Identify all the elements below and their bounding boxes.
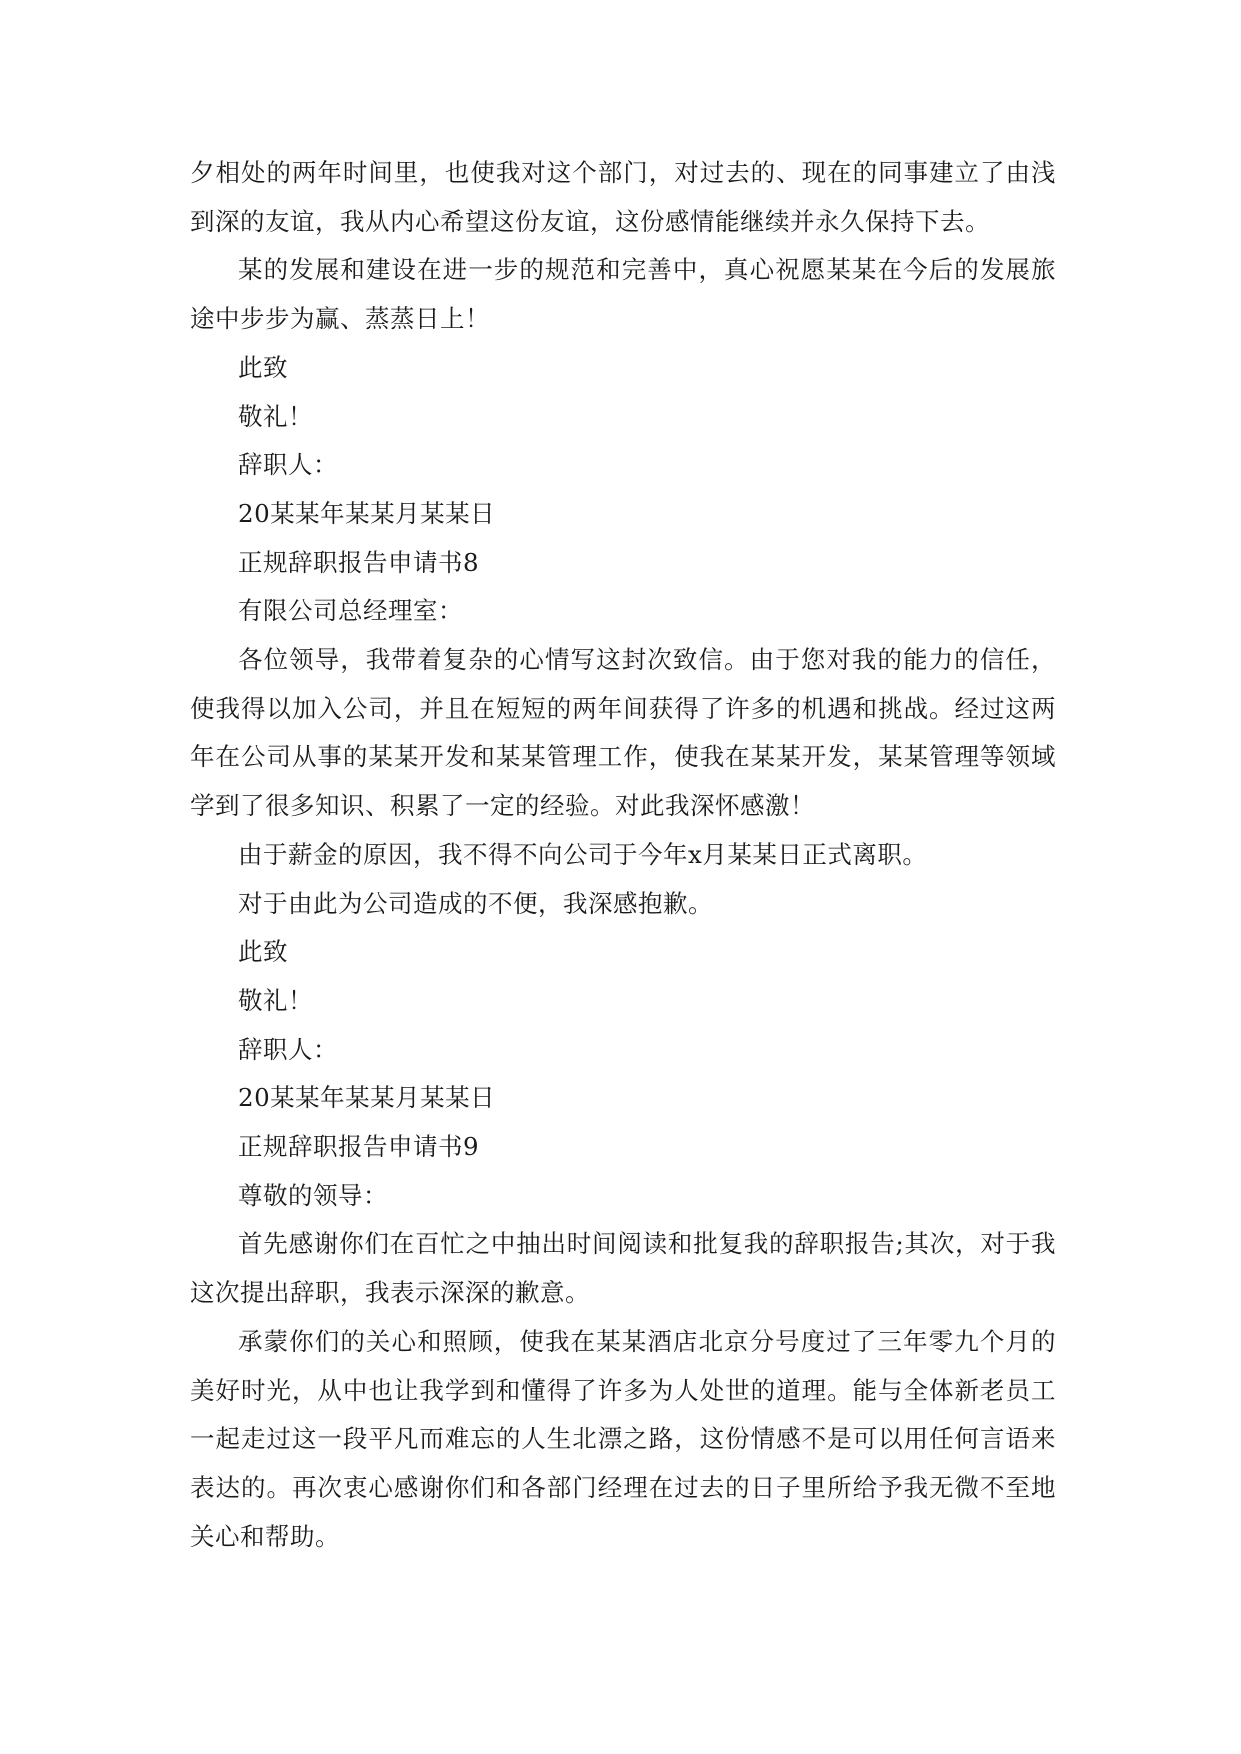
paragraph-body: 各位领导，我带着复杂的心情写这封次致信。由于您对我的能力的信任，使我得以加入公司，并且在短短的两年间获得了许多的机遇和挑战。经过这两年在公司从事的某某开发和某某管理工作，使我在某某开发，某某管理等领域学到了很多知识、积累了一定的经验。对此我深怀感激！: [190, 645, 1056, 821]
paragraph-thanks: 首先感谢你们在百忙之中抽出时间阅读和批复我的辞职报告;其次，对于我这次提出辞职，我表示深深的歉意。: [190, 1229, 1056, 1308]
closing-salutation: 此致: [238, 352, 288, 382]
signature-label: 辞职人：: [238, 1034, 338, 1064]
paragraph-apology: 对于由此为公司造成的不便，我深感抱歉。: [238, 888, 713, 918]
closing-salutation: 此致: [238, 937, 288, 967]
section-heading-9: 正规辞职报告申请书9: [238, 1132, 480, 1162]
paragraph-wishes: 某的发展和建设在进一步的规范和完善中，真心祝愿某某在今后的发展旅途中步步为赢、蒸蒸日上！: [190, 255, 1056, 334]
addressee: 尊敬的领导：: [238, 1180, 388, 1210]
paragraph-gratitude: 承蒙你们的关心和照顾，使我在某某酒店北京分号度过了三年零九个月的美好时光，从中也让我学到和懂得了许多为人处世的道理。能与全体新老员工一起走过这一段平凡而难忘的人生北漂之路，这份情感不是可以用任何言语来表达的。再次衷心感谢你们和各部门经理在过去的日子里所给予我无微不至地关心和帮助。: [190, 1326, 1056, 1551]
date-line: 20某某年某某月某某日: [238, 1083, 496, 1113]
date-line: 20某某年某某月某某日: [238, 498, 496, 528]
addressee: 有限公司总经理室：: [238, 596, 463, 626]
paragraph-reason: 由于薪金的原因，我不得不向公司于今年x月某某日正式离职。: [238, 839, 928, 869]
document-body: [190, 149, 1056, 1561]
closing-regards: 敬礼！: [238, 401, 313, 431]
section-heading-8: 正规辞职报告申请书8: [238, 547, 480, 577]
closing-regards: 敬礼！: [238, 985, 313, 1015]
paragraph-continuation: 夕相处的两年时间里，也使我对这个部门，对过去的、现在的同事建立了由浅到深的友谊，我从内心希望这份友谊，这份感情能继续并永久保持下去。: [190, 158, 1056, 236]
signature-label: 辞职人：: [238, 450, 338, 480]
